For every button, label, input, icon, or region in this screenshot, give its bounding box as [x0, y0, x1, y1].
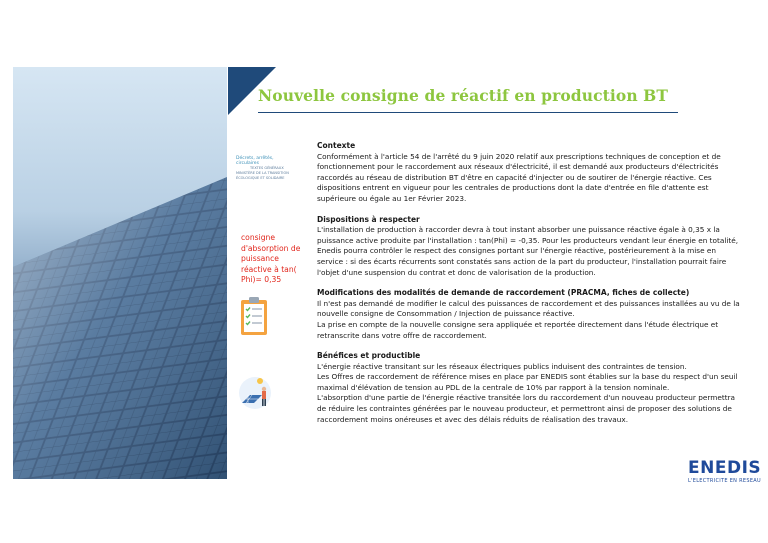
text-line: L'installation de production à raccorder devra à tout instant absorber une puissance réactive égale à 0,35 x la — [317, 225, 720, 235]
solar-panel-image — [13, 67, 227, 479]
section-benefices — [317, 351, 762, 425]
enedis-logo — [688, 458, 761, 484]
section-heading: Dispositions à respecter — [317, 214, 420, 224]
text-line: fonctionnement pour le raccordement aux réseaux d'électricité, il est demandé aux producteurs d'électricités — [317, 162, 719, 172]
section-dispositions — [317, 215, 762, 279]
text-line: L'énergie réactive transitant sur les réseaux électriques publics induisent des contraintes de tension. — [317, 361, 687, 371]
logo-tagline: L'ELECTRICITE EN RESEAU — [688, 478, 761, 484]
text-line: service : si des écarts récurrents sont constatés sans action de la part du producteur, l'installation pourrait faire — [317, 256, 727, 266]
section-heading: Bénéfices et productible — [317, 351, 421, 361]
text-line: La prise en compte de la nouvelle consigne sera appliquée et reportée directement dans l'étude électrique et — [317, 319, 719, 329]
text-line: supérieure ou égale au 1er Février 2023. — [317, 193, 467, 203]
clipboard-checklist-icon — [239, 296, 269, 336]
text-line: raccordement moins onéreuses et avec des délais réduits de réalisation des travaux. — [317, 414, 629, 424]
text-line: puissance active produite par l'installation : tan(Phi) = -0,35. Pour les producteurs vendant leur énergie en totalité, — [317, 235, 739, 245]
section-heading: Contexte — [317, 141, 356, 150]
decree-line-1: TEXTES GÉNÉRAUX — [250, 166, 284, 170]
solar-worker-icon — [238, 373, 272, 413]
section-contexte — [317, 141, 762, 205]
page-title: Nouvelle consigne de réactif en production BT — [258, 86, 669, 105]
text-line: Conformément à l'article 54 de l'arrêté du 9 juin 2020 relatif aux prescriptions techniques de conception et de — [317, 151, 721, 161]
section-heading: Modifications des modalités de demande de raccordement (PRACMA, fiches de collecte) — [317, 288, 690, 298]
text-line: Les Offres de raccordement de référence mises en place par ENEDIS sont établies sur la base du respect d'un seuil — [317, 372, 738, 382]
logo-wordmark: ENEDIS — [688, 458, 762, 478]
text-line: l'objet d'une suspension du contrat et donc de valorisation de la production. — [317, 267, 596, 277]
title-underline — [258, 112, 678, 113]
decree-heading: Décrets, arrêtés, circulaires — [236, 156, 274, 166]
text-line: nouvelle consigne de Consommation / Injection de puissance réactive. — [317, 309, 575, 319]
text-line: Il n'est pas demandé de modifier le calcul des puissances de raccordement et des puissances installées au vu de la — [317, 298, 740, 308]
text-line: retranscrite dans votre offre de raccordement. — [317, 330, 487, 340]
content-area — [317, 141, 762, 435]
text-line: Enedis pourra contrôler le respect des consignes portant sur l'énergie réactive, postérieurement à la mise en — [317, 246, 717, 256]
text-line: maximal d'élévation de tension au PDL de la centrale de 10% par rapport à la tension nominale. — [317, 382, 670, 392]
section-modifications — [317, 288, 762, 341]
text-line: L'absorption d'une partie de l'énergie réactive transitée lors du raccordement d'un nouveau producteur permettra — [317, 393, 736, 403]
decree-thumbnail — [236, 156, 294, 181]
side-note: consigne d'absorption de puissance réactive à tan( Phi)= 0,35 — [241, 233, 301, 284]
text-line: de réduire les contraintes générées par le nouveau producteur, et permettront ainsi de proposer des solutions de — [317, 404, 732, 414]
text-line: raccordés au réseau de distribution BT d'être en capacité d'injecter ou de soutirer de l'énergie réactive. Ces — [317, 172, 712, 182]
decree-line-2: MINISTÈRE DE LA TRANSITION ÉCOLOGIQUE ET SOLIDAIRE — [236, 171, 289, 180]
text-line: dispositions entrent en vigueur pour les centrales de productions dont la date d'entrée en file d'attente est — [317, 183, 709, 193]
